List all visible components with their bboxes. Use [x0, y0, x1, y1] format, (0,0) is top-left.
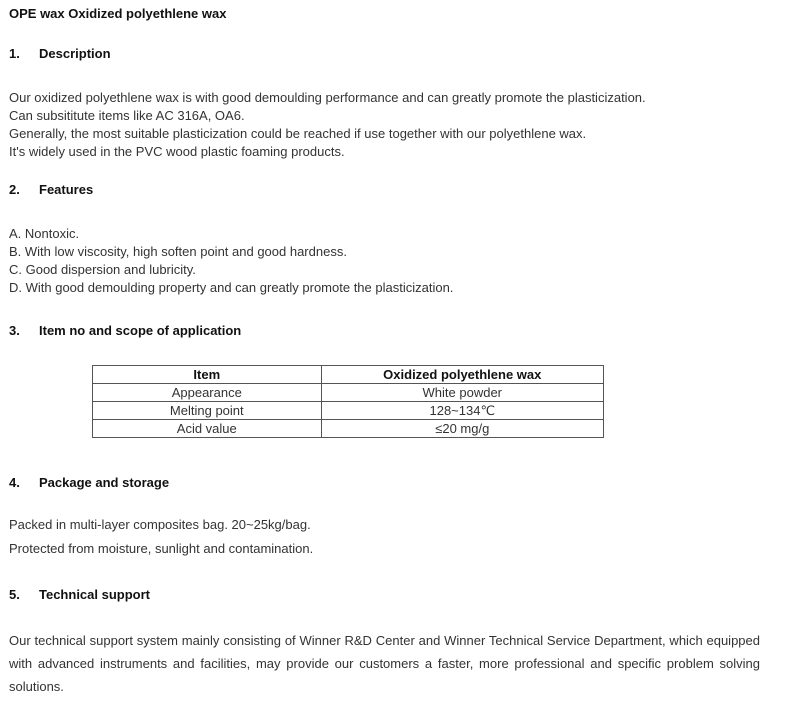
section-heading-features	[9, 182, 93, 197]
section-number: 5.	[9, 587, 20, 602]
section-number: 3.	[9, 323, 20, 338]
table-header-cell: Oxidized polyethlene wax	[321, 366, 603, 384]
table-header-cell: Item	[93, 366, 322, 384]
table-row	[93, 384, 604, 402]
table-cell: 128~134℃	[321, 402, 603, 420]
package-paragraph	[9, 513, 313, 561]
section-title: Package and storage	[39, 475, 170, 490]
section-title: Technical support	[39, 587, 150, 602]
section-title: Item no and scope of application	[39, 323, 242, 338]
description-line: It's widely used in the PVC wood plastic foaming products.	[9, 144, 345, 159]
section-number: 4.	[9, 475, 20, 490]
section-title: Features	[39, 182, 94, 197]
description-line: Our oxidized polyethlene wax is with good demoulding performance and can greatly promote the plasticization.	[9, 90, 646, 105]
package-line: Protected from moisture, sunlight and contamination.	[9, 541, 314, 556]
table-cell: White powder	[321, 384, 603, 402]
table-cell: Melting point	[93, 402, 322, 420]
table-row	[93, 402, 604, 420]
section-number: 2.	[9, 182, 20, 197]
page-title: OPE wax Oxidized polyethlene wax	[9, 6, 227, 21]
section-number: 1.	[9, 46, 20, 61]
section-heading-package	[9, 475, 169, 490]
table-cell: ≤20 mg/g	[321, 420, 603, 438]
section-heading-description	[9, 46, 111, 61]
support-paragraph: Our technical support system mainly consisting of Winner R&D Center and Winner Technical Service Department, which equipped with advanced instruments and facilities, may provide our customers a faster, more professional and specific problem solving solutions.	[9, 633, 760, 694]
description-line: Generally, the most suitable plasticization could be reached if use together with our polyethlene wax.	[9, 126, 587, 141]
table-row	[93, 420, 604, 438]
features-list	[9, 225, 453, 297]
table-cell: Acid value	[93, 420, 322, 438]
specification-table	[92, 365, 604, 438]
package-line: Packed in multi-layer composites bag. 20~25kg/bag.	[9, 517, 311, 532]
feature-item: D. With good demoulding property and can greatly promote the plasticization.	[9, 280, 454, 295]
section-heading-application	[9, 323, 241, 338]
description-line: Can subsititute items like AC 316A, OA6.	[9, 108, 245, 123]
section-title: Description	[39, 46, 111, 61]
table-header-row	[93, 366, 604, 384]
feature-item: B. With low viscosity, high soften point and good hardness.	[9, 244, 347, 259]
feature-item: C. Good dispersion and lubricity.	[9, 262, 196, 277]
section-heading-support	[9, 587, 150, 602]
feature-item: A. Nontoxic.	[9, 226, 80, 241]
description-paragraph	[9, 89, 646, 161]
table-cell: Appearance	[93, 384, 322, 402]
